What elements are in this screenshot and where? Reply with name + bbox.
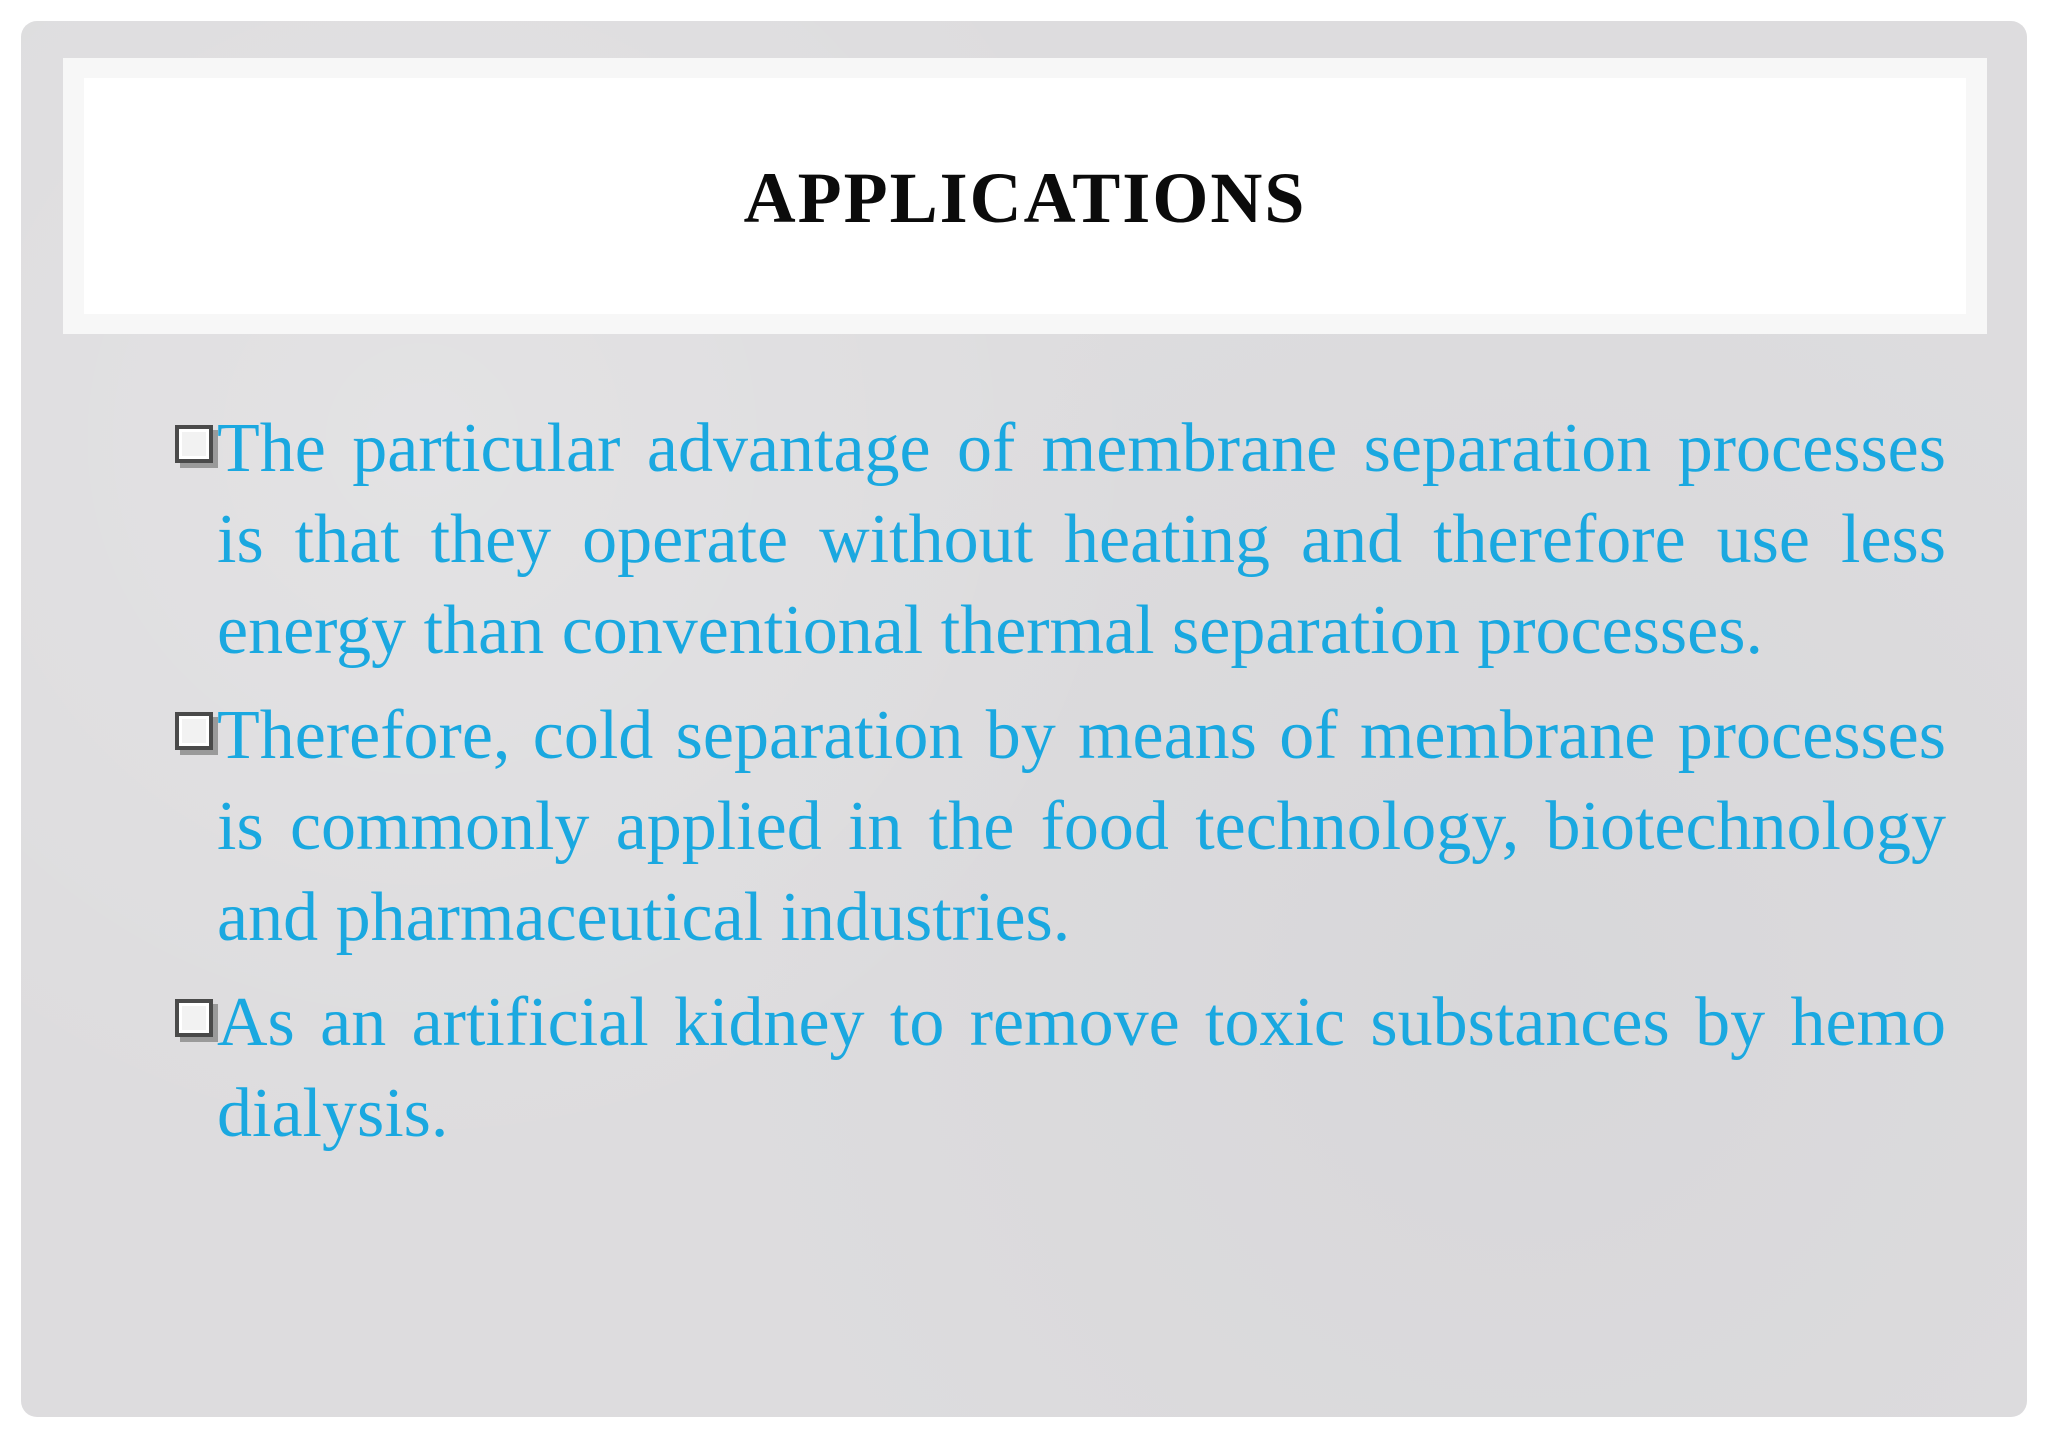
bullet-text: As an artificial kidney to remove toxic substances by hemo dialysis. (217, 984, 1946, 1152)
checkbox-bullet-icon (175, 712, 213, 750)
bullet-list (171, 403, 1946, 1159)
list-item (171, 403, 1946, 676)
checkbox-bullet-icon (175, 999, 213, 1037)
list-item (171, 690, 1946, 963)
checkbox-bullet-icon (175, 425, 213, 463)
bullet-text: The particular advantage of membrane separation processes is that they operate without heating and therefore use less energy than conventional thermal separation processes. (217, 410, 1946, 669)
title-box (84, 78, 1966, 314)
slide (21, 21, 2027, 1417)
bullet-text: Therefore, cold separation by means of membrane processes is commonly applied in the food technology, biotechnology and pharmaceutical industries. (217, 697, 1946, 956)
list-item (171, 977, 1946, 1159)
slide-title: APPLICATIONS (743, 157, 1307, 238)
